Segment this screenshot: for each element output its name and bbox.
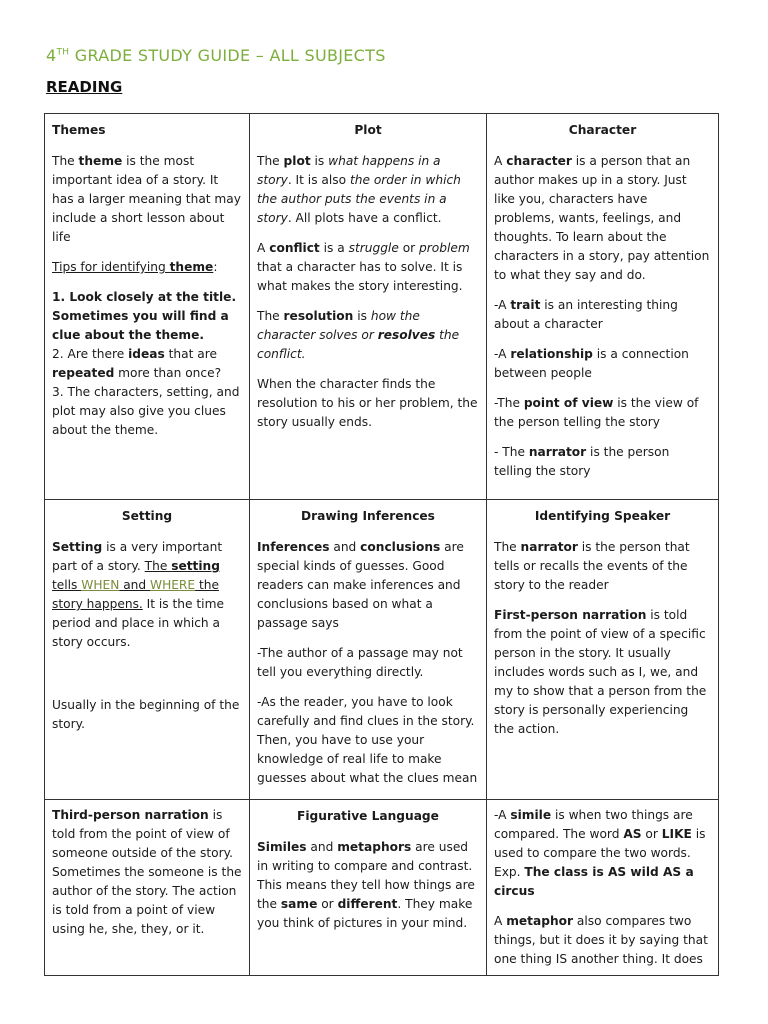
themes-tip-1: 1. Look closely at the title. Sometimes you will find a clue about the theme. <box>52 290 237 342</box>
setting-cell <box>45 500 250 800</box>
plot-ending-note: When the character finds the resolution to his or her problem, the story usually ends. <box>257 377 478 429</box>
narrator-definition: - The narrator is the person telling the story <box>494 445 670 478</box>
third-person-definition: Third-person narration is told from the point of view of someone outside of the story. Sometimes the someone is the author of the story. The action is told from a point of view using he, she, they, or it. <box>52 808 242 936</box>
relationship-definition: -A relationship is a connection between people <box>494 347 689 380</box>
first-person-definition: First-person narration is told from the point of view of a specific person in the story. It usually includes words such as I, we, and my to show that a person from the story is personally experiencing the action. <box>494 608 707 736</box>
title-number: 4 <box>46 46 57 65</box>
plot-title: Plot <box>354 123 382 137</box>
table-row <box>45 500 719 800</box>
character-title: Character <box>568 123 637 137</box>
table-row <box>45 800 719 976</box>
page-title <box>46 46 386 65</box>
simile-definition: -A simile is when two things are compared. The word AS or LIKE is used to compare the two words. Exp. The class is AS wild AS a circus <box>494 808 706 898</box>
themes-tip-3: 3. The characters, setting, and plot may also give you clues about the theme. <box>52 385 240 437</box>
figurative-cell <box>250 800 487 976</box>
character-cell <box>487 114 719 500</box>
setting-title: Setting <box>121 509 173 523</box>
themes-definition: The theme is the most important idea of a story. It has a larger meaning that may include a short lesson about life <box>52 154 241 244</box>
point-of-view-definition: -The point of view is the view of the person telling the story <box>494 396 699 429</box>
plot-cell <box>250 114 487 500</box>
table-row <box>45 114 719 500</box>
speaker-title: Identifying Speaker <box>534 509 671 523</box>
title-text: GRADE STUDY GUIDE – ALL SUBJECTS <box>69 46 386 65</box>
trait-definition: -A trait is an interesting thing about a character <box>494 298 678 331</box>
study-guide-table <box>44 113 719 976</box>
speaker-cell <box>487 500 719 800</box>
metaphor-definition: A metaphor also compares two things, but it does it by saying that one thing IS another thing. It does <box>494 914 708 966</box>
themes-cell <box>45 114 250 500</box>
inferences-definition: Inferences and conclusions are special kinds of guesses. Good readers can make inferences and conclusions based on what a passage says <box>257 540 464 630</box>
inferences-note-1: -The author of a passage may not tell you everything directly. <box>257 646 463 679</box>
themes-tips-heading: Tips for identifying theme: <box>52 260 218 274</box>
themes-tip-2: 2. Are there ideas that are repeated more than once? <box>52 347 222 380</box>
resolution-definition: The resolution is how the character solves or resolves the conflict. <box>257 309 460 361</box>
narrator-note: The narrator is the person that tells or recalls the events of the story to the reader <box>494 540 690 592</box>
figurative-title: Figurative Language <box>297 809 439 823</box>
conflict-definition: A conflict is a struggle or problem that a character has to solve. It is what makes the story interesting. <box>257 241 470 293</box>
inferences-cell <box>250 500 487 800</box>
inferences-title: Drawing Inferences <box>301 509 435 523</box>
character-definition: A character is a person that an author makes up in a story. Just like you, characters have problems, wants, feelings, and thoughts. To learn about the characters in a story, pay attention to what they say and do. <box>494 154 710 282</box>
title-superscript: TH <box>56 47 70 58</box>
themes-title: Themes <box>52 123 106 137</box>
section-heading: READING <box>46 78 123 96</box>
setting-note: Usually in the beginning of the story. <box>52 698 240 731</box>
inferences-note-2: -As the reader, you have to look carefully and find clues in the story. Then, you have to use your knowledge of real life to make guesses about what the clues mean <box>257 695 478 785</box>
third-person-cell <box>45 800 250 976</box>
simile-cell <box>487 800 719 976</box>
figurative-definition: Similes and metaphors are used in writing to compare and contrast. This means they tell how things are the same or different. They make you think of pictures in your mind. <box>257 840 475 930</box>
plot-definition: The plot is what happens in a story. It is also the order in which the author puts the events in a story. All plots have a conflict. <box>257 154 461 225</box>
setting-definition: Setting is a very important part of a story. The setting tells WHEN and WHERE the story happens. It is the time period and place in which a story occurs. <box>52 540 224 649</box>
